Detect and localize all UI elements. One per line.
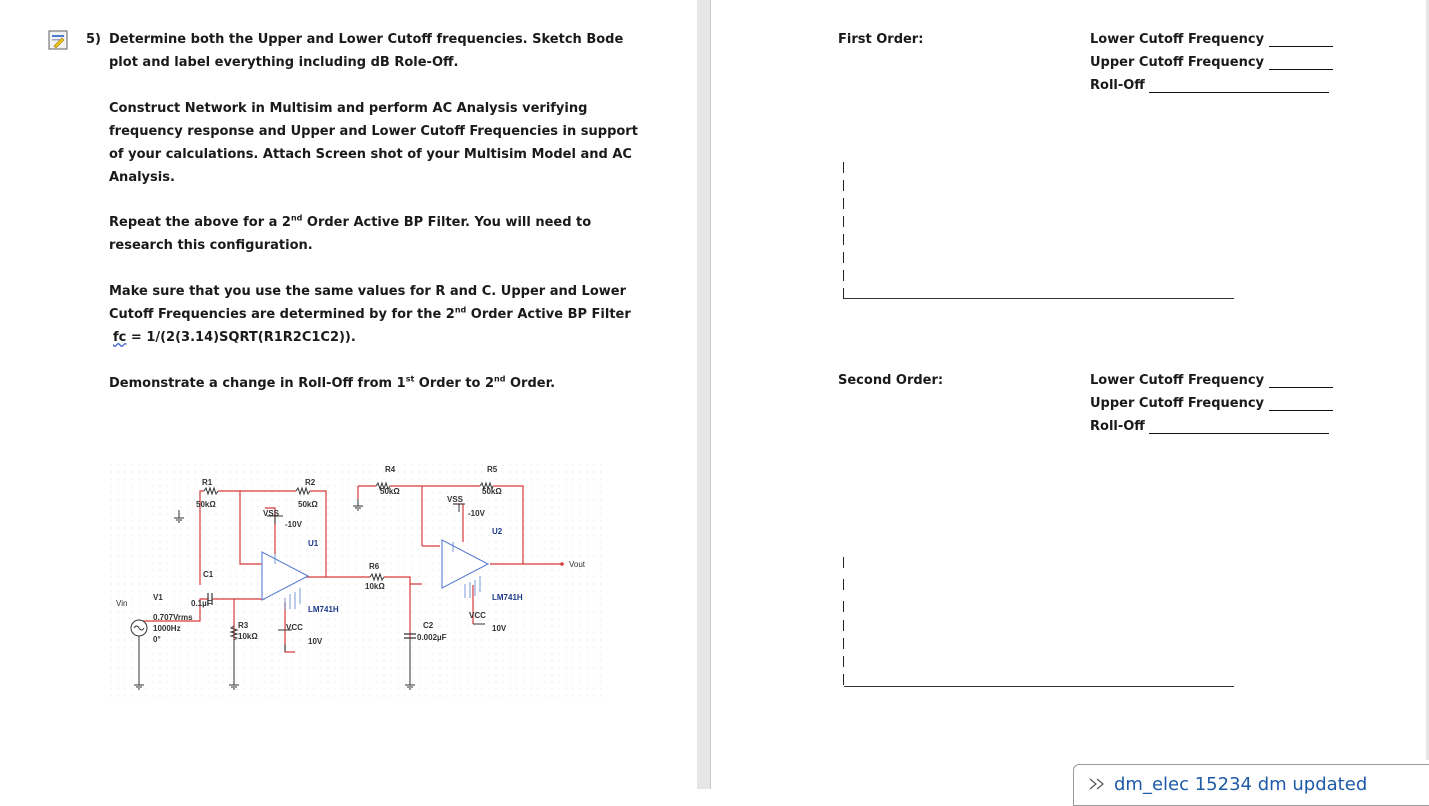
u2-part: LM741H [492, 593, 523, 602]
construct-line-1: Construct Network in Multisim and perform AC Analysis verifying [109, 101, 588, 116]
c2-value: 0.002µF [417, 633, 447, 642]
c1-value: 0.1µF [191, 599, 212, 608]
v1-phase: 0° [153, 635, 161, 644]
second-rolloff-blank[interactable] [1149, 422, 1329, 434]
repeat-line-2: research this configuration. [109, 238, 313, 253]
r6-label: R6 [369, 562, 380, 571]
make-sure-line-1: Make sure that you use the same values for R and C. Upper and Lower [109, 284, 627, 299]
first-lower-cutoff: Lower Cutoff Frequency [1090, 32, 1333, 47]
vcc-label-u1: VCC [286, 623, 303, 632]
r3-value: 10kΩ [238, 632, 258, 641]
r5-value: 50kΩ [482, 487, 502, 496]
question-line-1: Determine both the Upper and Lower Cutoff frequencies. Sketch Bode [109, 32, 624, 47]
u2-label: U2 [492, 527, 503, 536]
first-order-title: First Order: [838, 32, 924, 47]
v1-label: V1 [153, 593, 163, 602]
construct-line-2: frequency response and Upper and Lower Cutoff Frequencies in support [109, 124, 638, 139]
r3-label: R3 [238, 621, 249, 630]
r5-label: R5 [487, 465, 498, 474]
second-upper-blank[interactable] [1269, 399, 1333, 411]
vout-label: Vout [569, 560, 586, 569]
vss-label-u2: VSS [447, 495, 464, 504]
attachment-tab-label: dm_elec 15234 dm updated [1114, 774, 1368, 795]
r4-label: R4 [385, 465, 396, 474]
schematic-grid [110, 464, 602, 702]
vcc-label-u2: VCC [469, 611, 486, 620]
formula-line: fc = 1/(2(3.14)SQRT(R1R2C1C2)). [113, 330, 356, 345]
v1-frequency: 1000Hz [153, 624, 181, 633]
make-sure-line-2: Cutoff Frequencies are determined by for the 2nd Order Active BP Filter [109, 305, 631, 322]
second-lower-blank[interactable] [1269, 376, 1333, 388]
v1-amplitude: 0.707Vrms [153, 613, 193, 622]
right-page [711, 0, 1429, 789]
c1-label: C1 [203, 570, 214, 579]
demonstrate-line: Demonstrate a change in Roll-Off from 1st Order to 2nd Order. [109, 374, 556, 391]
r6-value: 10kΩ [365, 582, 385, 591]
second-order-title: Second Order: [838, 373, 944, 388]
vcc-value-u2: 10V [492, 624, 507, 633]
first-rolloff: Roll-Off [1090, 78, 1329, 93]
r2-label: R2 [305, 478, 316, 487]
u1-label: U1 [308, 539, 319, 548]
first-lower-blank[interactable] [1269, 35, 1333, 47]
c2-label: C2 [423, 621, 434, 630]
attachment-tab[interactable] [1073, 764, 1429, 806]
first-rolloff-blank[interactable] [1149, 81, 1329, 93]
construct-line-4: Analysis. [109, 170, 175, 185]
second-upper-cutoff: Upper Cutoff Frequency [1090, 396, 1333, 411]
r4-value: 50kΩ [380, 487, 400, 496]
vcc-value-u1: 10V [308, 637, 323, 646]
multisim-circuit-schematic [110, 464, 602, 702]
first-upper-cutoff: Upper Cutoff Frequency [1090, 55, 1333, 70]
vss-value-u2: -10V [468, 509, 485, 518]
vin-label: Vin [116, 599, 128, 608]
second-rolloff: Roll-Off [1090, 419, 1329, 434]
first-upper-blank[interactable] [1269, 58, 1333, 70]
question-line-2: plot and label everything including dB Role-Off. [109, 55, 459, 70]
r1-value: 50kΩ [196, 500, 216, 509]
repeat-line-1: Repeat the above for a 2nd Order Active BP Filter. You will need to [109, 213, 592, 230]
vout-node [560, 562, 564, 566]
second-lower-cutoff: Lower Cutoff Frequency [1090, 373, 1333, 388]
vss-label-u1: VSS [263, 509, 280, 518]
note-icon[interactable] [48, 30, 68, 50]
r2-value: 50kΩ [298, 500, 318, 509]
vss-value-u1: -10V [285, 520, 302, 529]
r1-label: R1 [202, 478, 213, 487]
question-number: 5) [86, 32, 101, 47]
construct-line-3: of your calculations. Attach Screen shot of your Multisim Model and AC [109, 147, 632, 162]
u1-part: LM741H [308, 605, 339, 614]
page-gutter [697, 0, 711, 789]
